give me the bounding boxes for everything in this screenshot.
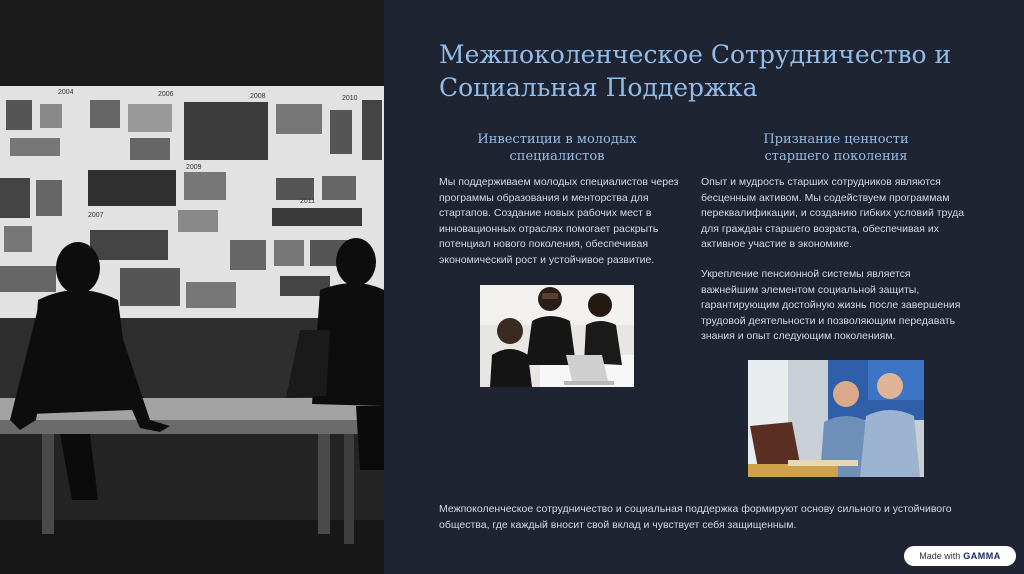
year-label: 2007 [88,212,104,219]
year-label: 2004 [58,89,74,96]
year-label: 2008 [250,93,266,100]
young-team-photo [480,285,634,387]
exhibition-photo-graphic [0,0,384,574]
slide-title: Межпоколенческое Сотрудничество и Социальная Поддержка [439,40,952,102]
column-heading-young: Инвестиции в молодых специалистов [477,132,637,164]
year-label: 2009 [186,164,202,171]
footer-paragraph: Межпоколенческое сотрудничество и социальная поддержка формируют основу сильного и устойчивого общества, где каждый вносит свой вклад и чувствует себя защищенным. [439,503,952,531]
year-label: 2010 [342,95,358,102]
column-paragraph-senior-1: Опыт и мудрость старших сотрудников являются бесценным активом. Мы содействуем программам переквалификации, и созданию гибких условий труда для граждан старшего возраста, обеспечивая их активное участие в экономике. [701,176,965,250]
column-paragraph-young: Мы поддерживаем молодых специалистов через программы образования и менторства для стартапов. Создание новых рабочих мест в инновационных отраслях помогает раскрыть потенциал нового поколения, обеспечивая экономический рост и устойчивое развитие. [439,176,679,266]
slide-content [384,0,1024,574]
column-paragraph-senior-2: Укрепление пенсионной системы является важнейшим элементом социальной защиты, гарантирующим достойную жизнь после завершения трудовой деятельности и позволяющим передавать знания и опыт следующим поколениям. [701,268,961,342]
year-label: 2011 [300,198,316,205]
gamma-logo: GAMMA [963,551,1001,561]
senior-colleagues-photo [748,360,924,477]
made-with-gamma-badge[interactable] [904,546,1016,566]
year-label: 2006 [158,91,174,98]
column-heading-senior: Признание ценности старшего поколения [763,132,909,164]
exhibition-photo [0,0,384,574]
young-team-photo-graphic [480,285,634,387]
senior-colleagues-photo-graphic [748,360,924,477]
badge-prefix: Made with [919,551,961,561]
